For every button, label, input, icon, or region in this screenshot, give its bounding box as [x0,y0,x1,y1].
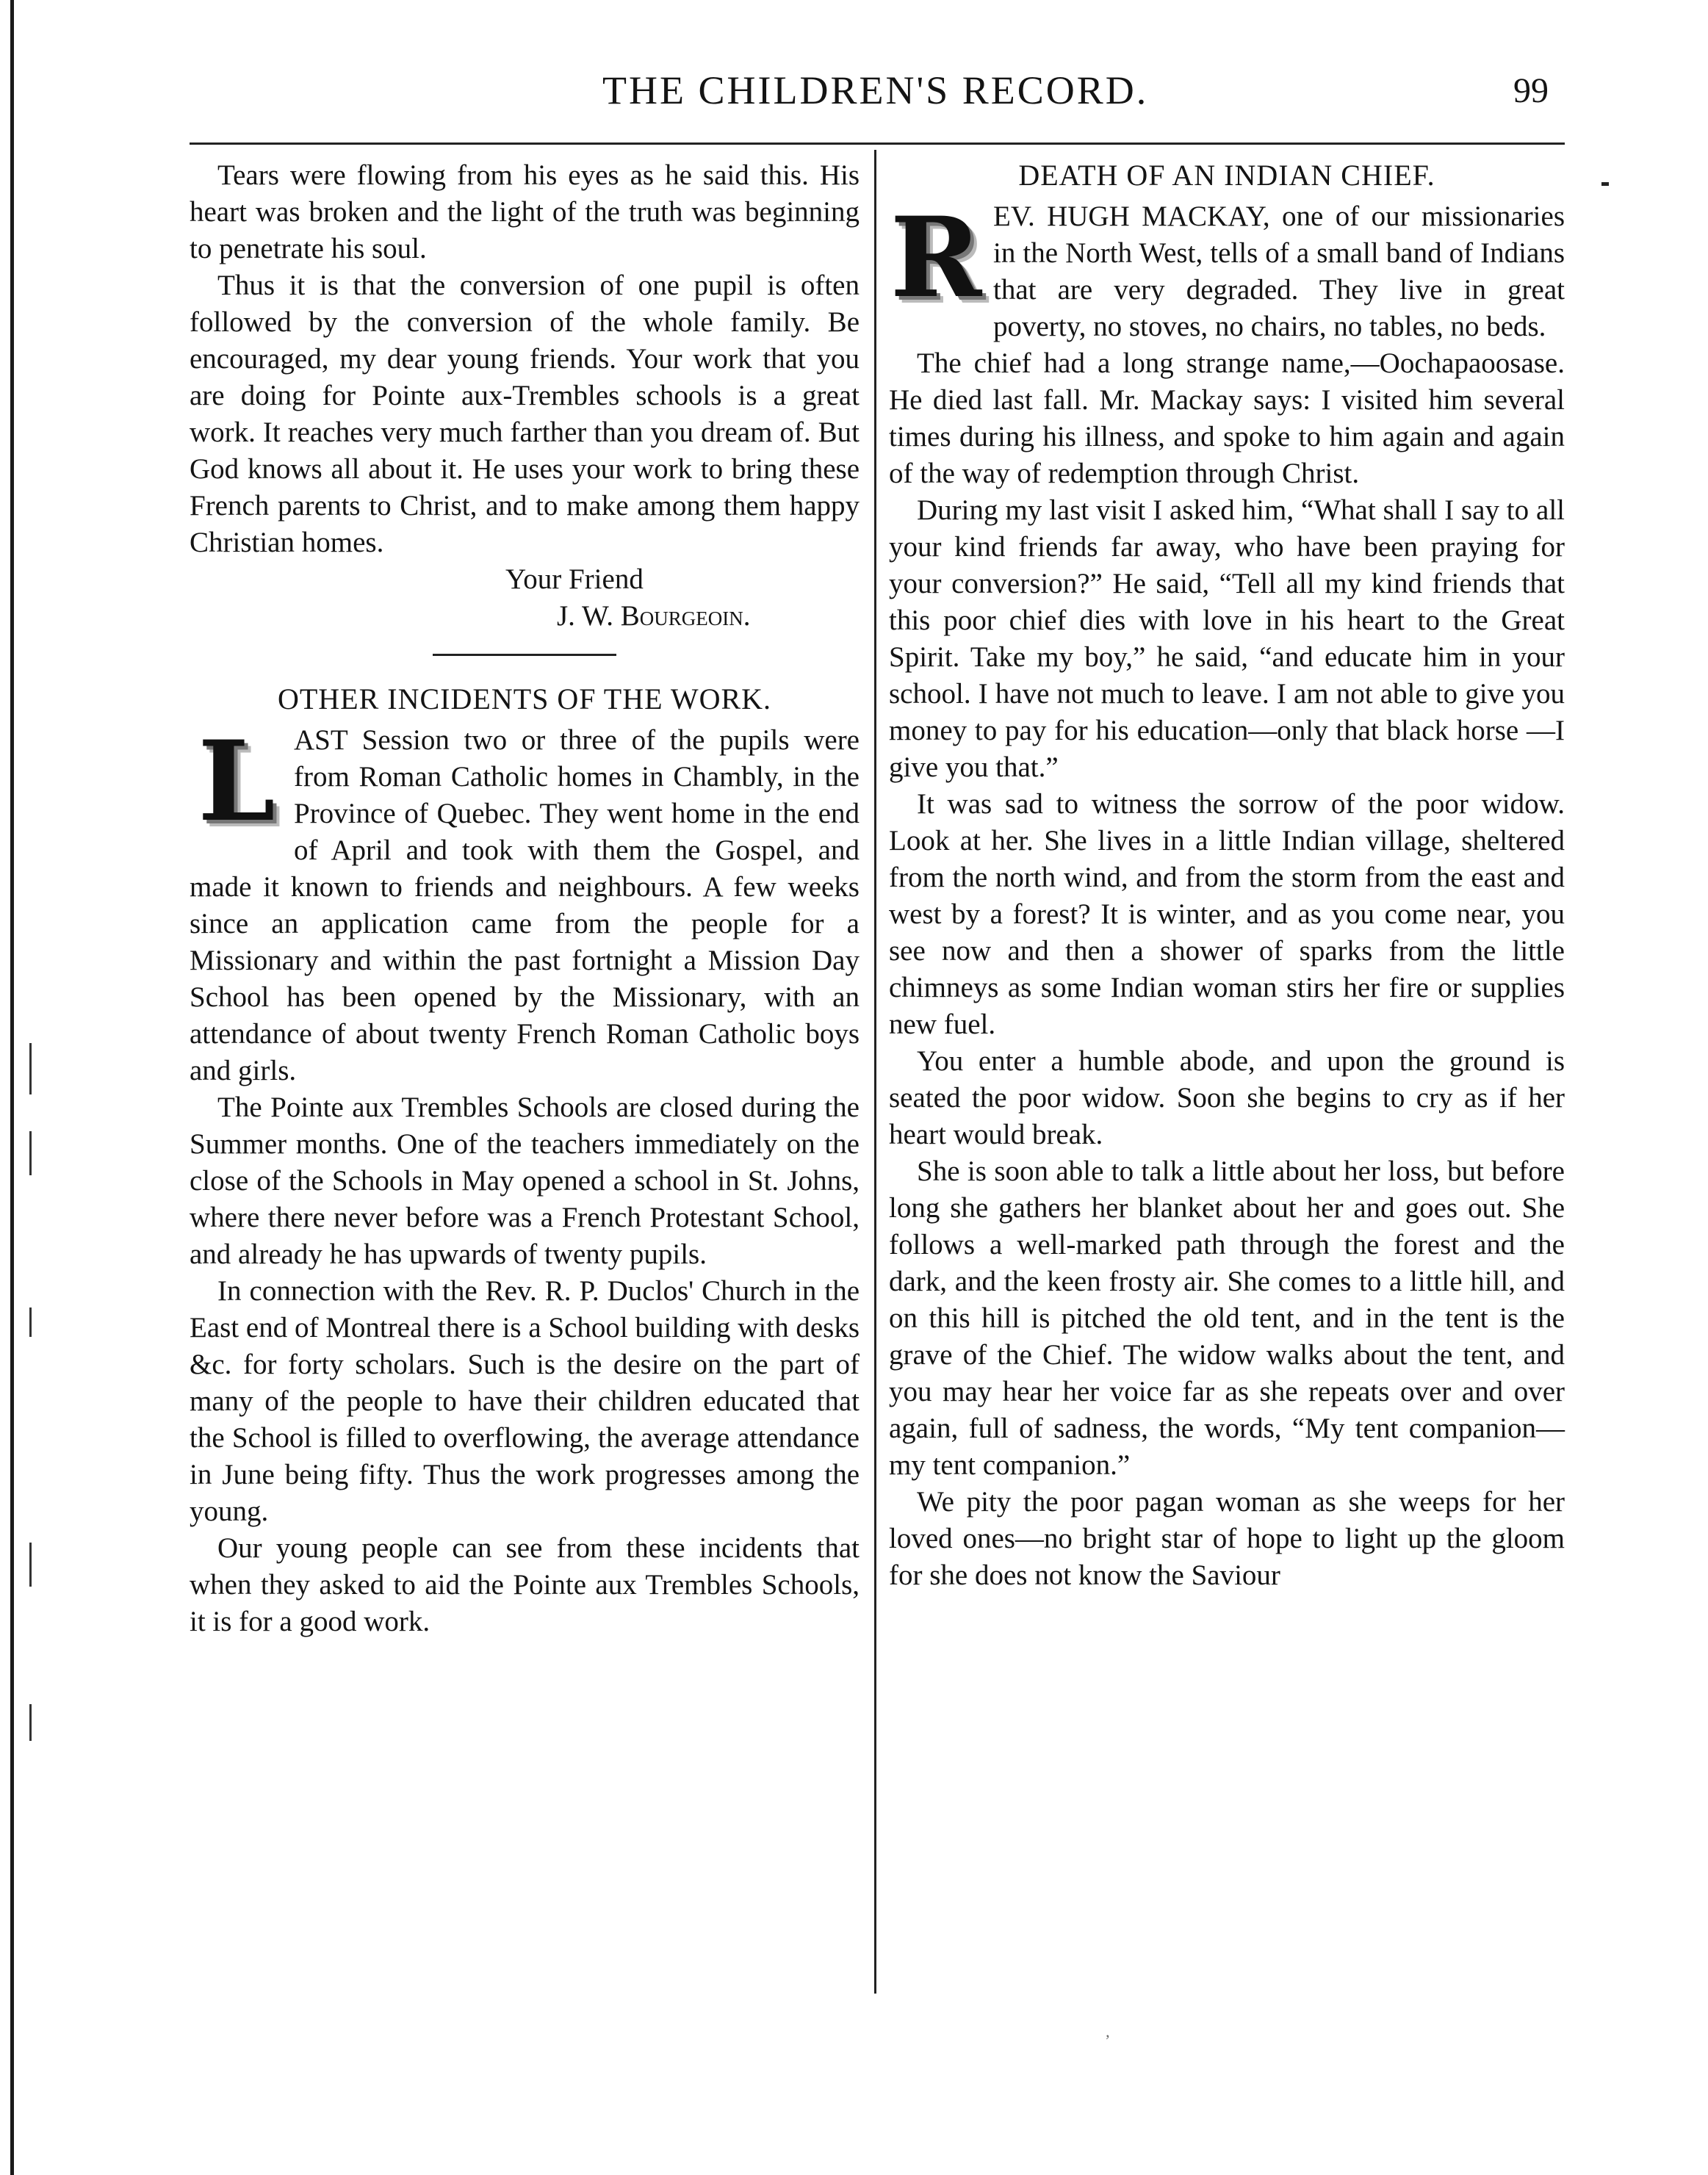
margin-mark [29,1043,32,1094]
section-heading: DEATH OF AN INDIAN CHIEF. [1018,159,1435,192]
signoff-name: J. W. Bourgeoin. [557,600,751,632]
column-divider [874,150,876,1994]
article-paragraph: The chief had a long strange name,—Oochapaoosase. He died last fall. Mr. Mackay says: I visited him several times during his illness, and spoke to him again and again of the way of redemption through Christ. [889,347,1565,489]
margin-mark [29,1704,32,1741]
section-heading: OTHER INCIDENTS OF THE WORK. [277,682,772,715]
letter-paragraph: Thus it is that the conversion of one pupil is often followed by the conversion of the whole family. Be encouraged, my dear young friends. Your work that you are doing for Pointe aux-Trembles schools is a great work. It reaches very much farther than you dream of. But God knows all about it. He uses your work to bring these French parents to Christ, and to make among them happy Christian homes. [190,270,860,558]
article-paragraph: We pity the poor pagan woman as she weeps for her loved ones—no bright star of hope to light up the gloom for she does not know the Saviour [889,1486,1565,1591]
running-title: THE CHILDREN'S RECORD. [602,68,1149,112]
section-divider [433,654,616,656]
page-edge-line [10,0,14,2175]
article-paragraph: You enter a humble abode, and upon the ground is seated the poor widow. Soon she begins to cry as if her heart would break. [889,1045,1565,1150]
article-paragraph [190,717,860,1089]
dropcap-letter: R [890,193,982,322]
print-speck: ’ [1105,2031,1111,2049]
letter-paragraph: Tears were flowing from his eyes as he said this. His heart was broken and the light of the truth was beginning to penetrate his soul. [190,159,860,264]
left-column [190,157,860,1640]
paragraph-text: EV. HUGH MACKAY, one of our missionaries in the North West, tells of a small band of Indians that are very degraded. They live in great poverty, no stoves, no chairs, no tables, no beds. [993,201,1565,342]
paragraph-text: AST Session two or three of the pupils were from Roman Catholic homes in Chambly, in the Province of Quebec. They went home in the end of April and took with them the Gospel, and made it known to friends and neighbours. A few weeks since an application came from the people for a Missionary and within the past fortnight a Mission Day School has been opened by the Missionary, with an attendance of about twenty French Roman Catholic boys and girls. [190,724,860,1086]
article-paragraph: Our young people can see from these incidents that when they asked to aid the Pointe aux Trembles Schools, it is for a good work. [190,1532,860,1637]
margin-mark [1601,182,1609,186]
article-paragraph: During my last visit I asked him, “What shall I say to all your kind friends far away, who have been praying for your conversion?” He said, “Tell all my kind friends that this poor chief dies with love in his heart to the Great Spirit. Take my boy,” he said, “and educate him in your school. I have not much to leave. I am not able to give you money to pay for his education—only that black horse —I give you that.” [889,494,1565,783]
right-column [889,157,1565,1594]
margin-mark [29,1543,32,1587]
article-paragraph: She is soon able to talk a little about her loss, but before long she gathers her blanket about her and goes out. She follows a well-marked path through the forest and the dark, and the keen frosty air. She comes to a little hill, and on this hill is pitched the old tent, and in the tent is the grave of the Chief. The widow walks about the tent, and you may hear her voice far as she repeats over and over again, full of sadness, the words, “My tent companion—my tent companion.” [889,1155,1565,1481]
article-paragraph: It was sad to witness the sorrow of the poor widow. Look at her. She lives in a little Indian village, sheltered from the north wind, and from the storm from the east and west by a forest? It is winter, and as you come near, you see now and then a shower of sparks from the little chimneys as some Indian woman stirs her fire or supplies new fuel. [889,788,1565,1040]
margin-mark [29,1131,32,1175]
header-rule [190,143,1565,145]
page-number: 99 [1513,71,1549,110]
article-paragraph [889,193,1565,345]
dropcap-letter: L [198,717,275,846]
page-header [191,68,1572,119]
article-paragraph: The Pointe aux Trembles Schools are closed during the Summer months. One of the teachers immediately on the close of the Schools in May opened a school in St. Johns, where there never before was a French Protestant School, and already he has upwards of twenty pupils. [190,1092,860,1270]
signoff-line: Your Friend [505,563,644,595]
article-paragraph: In connection with the Rev. R. P. Duclos' Church in the East end of Montreal there is a School building with desks &c. for forty scholars. Such is the desire on the part of many of the people to have their children educated that the School is filled to overflowing, the average attendance in June being fifty. Thus the work progresses among the young. [190,1275,860,1527]
margin-mark [29,1307,32,1337]
letter-signoff [190,561,860,635]
